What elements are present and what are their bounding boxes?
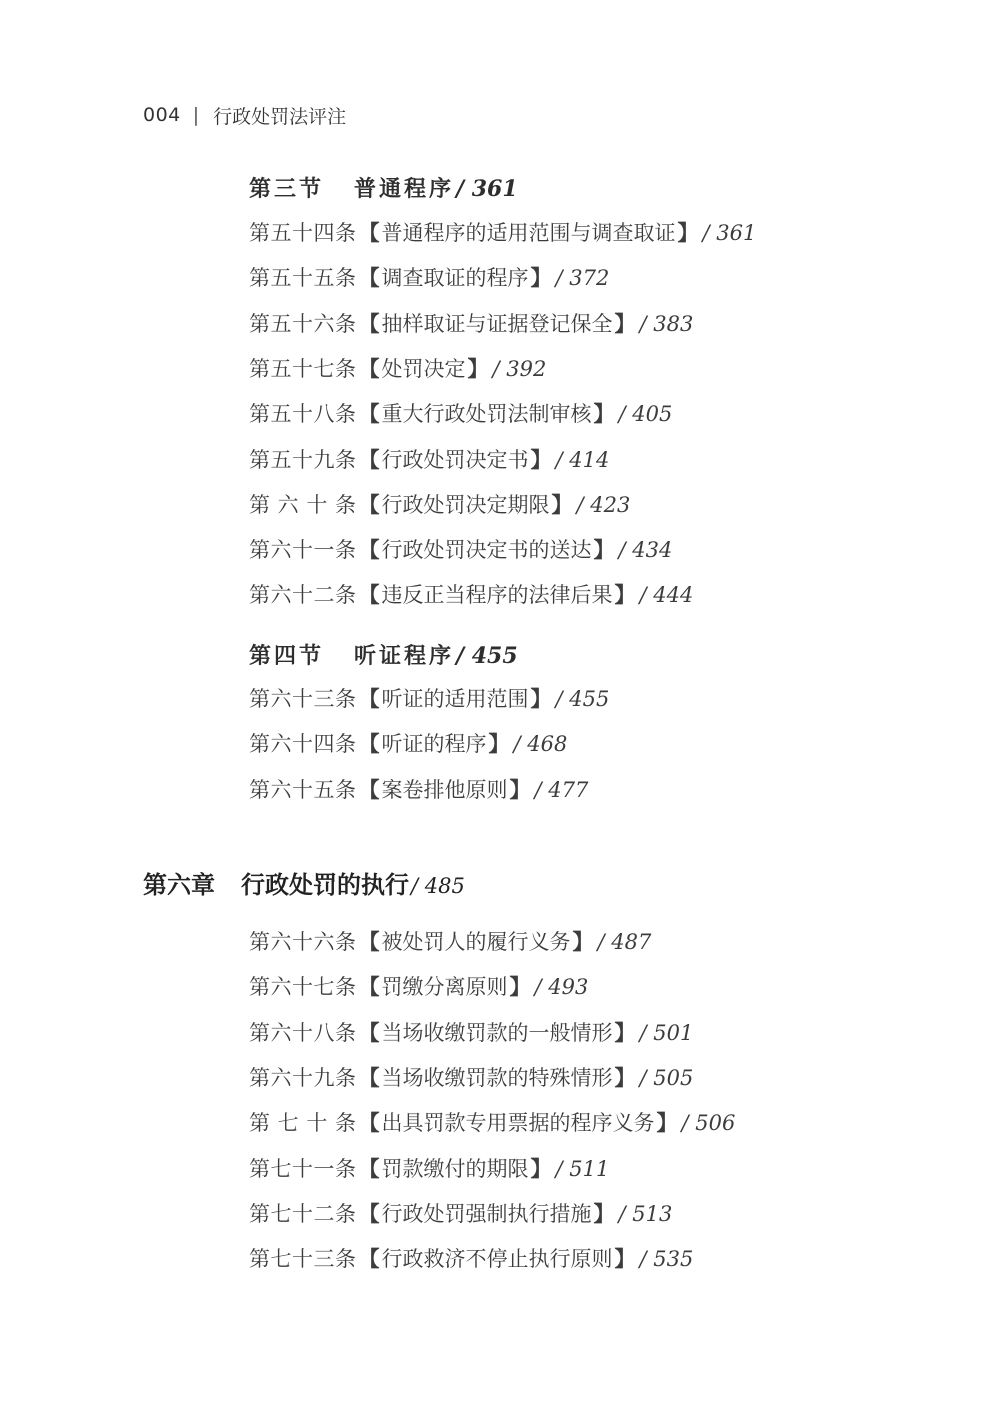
section-page: / 361 bbox=[456, 176, 518, 202]
article-number: 第六十一条 bbox=[249, 538, 357, 563]
toc-entry bbox=[249, 728, 567, 758]
article-number: 第六十五条 bbox=[249, 777, 357, 802]
toc-entry bbox=[249, 262, 609, 292]
toc-entry bbox=[249, 1017, 693, 1047]
toc-entry bbox=[249, 683, 609, 713]
open-bracket: 【 bbox=[358, 355, 380, 381]
article-number: 第 六 十 条 bbox=[249, 492, 357, 517]
open-bracket: 【 bbox=[358, 1200, 380, 1226]
article-title: 行政处罚决定期限 bbox=[381, 492, 550, 517]
article-page: / 414 bbox=[555, 447, 610, 472]
open-bracket: 【 bbox=[358, 401, 380, 427]
article-page: / 511 bbox=[555, 1156, 610, 1181]
chapter-page: / 485 bbox=[411, 874, 465, 898]
toc-entry bbox=[249, 489, 630, 519]
close-bracket: 】 bbox=[593, 1200, 615, 1226]
toc-entry bbox=[249, 971, 588, 1001]
article-number: 第五十七条 bbox=[249, 356, 357, 381]
close-bracket: 】 bbox=[530, 446, 552, 472]
close-bracket: 】 bbox=[614, 310, 636, 336]
page-number: 004 bbox=[143, 104, 181, 126]
toc-entry bbox=[249, 1062, 693, 1092]
open-bracket: 【 bbox=[358, 310, 380, 336]
article-page: / 506 bbox=[681, 1111, 736, 1136]
toc-entry bbox=[249, 444, 609, 474]
toc-entry bbox=[249, 1198, 672, 1228]
close-bracket: 】 bbox=[509, 776, 531, 802]
toc-entry bbox=[249, 398, 672, 428]
article-title: 听证的程序 bbox=[381, 732, 487, 757]
close-bracket: 】 bbox=[509, 974, 531, 1000]
close-bracket: 】 bbox=[656, 1110, 678, 1136]
article-page: / 477 bbox=[534, 777, 589, 802]
article-title: 听证的适用范围 bbox=[381, 687, 529, 711]
article-number: 第 七 十 条 bbox=[249, 1111, 357, 1136]
article-number: 第七十一条 bbox=[249, 1156, 357, 1181]
article-number: 第六十三条 bbox=[249, 687, 357, 711]
close-bracket: 】 bbox=[467, 355, 489, 381]
toc-entry bbox=[249, 353, 546, 383]
book-title: 行政处罚法评注 bbox=[213, 105, 347, 128]
article-number: 第六十六条 bbox=[249, 930, 357, 954]
article-page: / 405 bbox=[618, 402, 673, 427]
close-bracket: 】 bbox=[614, 1019, 636, 1045]
open-bracket: 【 bbox=[358, 686, 380, 711]
close-bracket: 】 bbox=[530, 265, 552, 291]
open-bracket: 【 bbox=[358, 974, 380, 1000]
section-number: 第三节 bbox=[249, 176, 325, 202]
article-number: 第五十五条 bbox=[249, 266, 357, 291]
running-head bbox=[143, 100, 346, 130]
article-page: / 493 bbox=[534, 975, 589, 1000]
chapter-title: 行政处罚的执行 bbox=[241, 870, 409, 899]
close-bracket: 】 bbox=[614, 1064, 636, 1090]
close-bracket: 】 bbox=[593, 537, 615, 563]
article-title: 案卷排他原则 bbox=[381, 777, 508, 802]
article-number: 第六十八条 bbox=[249, 1020, 357, 1045]
open-bracket: 【 bbox=[358, 1064, 380, 1090]
chapter-heading bbox=[143, 865, 465, 900]
running-head-separator: | bbox=[192, 104, 200, 126]
section-number: 第四节 bbox=[249, 643, 325, 669]
article-title: 当场收缴罚款的一般情形 bbox=[381, 1020, 613, 1045]
article-title: 罚款缴付的期限 bbox=[381, 1156, 529, 1181]
close-bracket: 】 bbox=[614, 1246, 636, 1272]
toc-entry bbox=[249, 926, 651, 956]
article-page: / 361 bbox=[702, 221, 757, 245]
section-page: / 455 bbox=[456, 643, 518, 669]
chapter-number: 第六章 bbox=[143, 870, 215, 899]
close-bracket: 】 bbox=[530, 686, 552, 711]
article-title: 行政处罚决定书的送达 bbox=[381, 538, 592, 563]
article-page: / 444 bbox=[639, 583, 694, 608]
toc-entry bbox=[249, 774, 588, 804]
article-title: 行政处罚强制执行措施 bbox=[381, 1201, 592, 1226]
article-number: 第六十七条 bbox=[249, 975, 357, 1000]
open-bracket: 【 bbox=[358, 1246, 380, 1272]
article-title: 处罚决定 bbox=[381, 356, 466, 381]
article-page: / 468 bbox=[513, 732, 568, 757]
article-page: / 372 bbox=[555, 266, 610, 291]
toc-entry bbox=[249, 534, 672, 564]
open-bracket: 【 bbox=[358, 1019, 380, 1045]
article-page: / 505 bbox=[639, 1065, 694, 1090]
open-bracket: 【 bbox=[358, 265, 380, 291]
open-bracket: 【 bbox=[358, 776, 380, 802]
article-page: / 513 bbox=[618, 1201, 673, 1226]
article-title: 出具罚款专用票据的程序义务 bbox=[381, 1111, 655, 1136]
article-title: 抽样取证与证据登记保全 bbox=[381, 311, 613, 336]
close-bracket: 】 bbox=[488, 731, 510, 757]
article-title: 罚缴分离原则 bbox=[381, 975, 508, 1000]
article-page: / 392 bbox=[492, 356, 547, 381]
section-title: 听证程序 bbox=[354, 643, 455, 669]
toc-entry bbox=[249, 1243, 693, 1273]
article-page: / 455 bbox=[555, 687, 610, 711]
open-bracket: 【 bbox=[358, 446, 380, 472]
article-title: 当场收缴罚款的特殊情形 bbox=[381, 1065, 613, 1090]
article-title: 违反正当程序的法律后果 bbox=[381, 583, 613, 608]
open-bracket: 【 bbox=[358, 1110, 380, 1136]
article-number: 第六十四条 bbox=[249, 732, 357, 757]
article-title: 普通程序的适用范围与调查取证 bbox=[381, 221, 676, 245]
close-bracket: 】 bbox=[614, 582, 636, 608]
article-title: 行政处罚决定书 bbox=[381, 447, 529, 472]
toc-entry bbox=[249, 217, 756, 247]
section-title: 普通程序 bbox=[354, 176, 455, 202]
open-bracket: 【 bbox=[358, 491, 380, 517]
open-bracket: 【 bbox=[358, 1155, 380, 1181]
article-page: / 423 bbox=[576, 492, 631, 517]
close-bracket: 】 bbox=[551, 491, 573, 517]
article-number: 第六十二条 bbox=[249, 583, 357, 608]
article-number: 第六十九条 bbox=[249, 1065, 357, 1090]
section-heading bbox=[249, 172, 518, 203]
article-title: 行政救济不停止执行原则 bbox=[381, 1247, 613, 1272]
article-page: / 383 bbox=[639, 311, 694, 336]
toc-entry bbox=[249, 1107, 735, 1137]
close-bracket: 】 bbox=[593, 401, 615, 427]
article-page: / 487 bbox=[597, 930, 652, 954]
article-page: / 535 bbox=[639, 1247, 694, 1272]
toc-entry bbox=[249, 579, 693, 609]
article-number: 第七十三条 bbox=[249, 1247, 357, 1272]
close-bracket: 】 bbox=[530, 1155, 552, 1181]
article-title: 重大行政处罚法制审核 bbox=[381, 402, 592, 427]
section-heading bbox=[249, 639, 518, 670]
open-bracket: 【 bbox=[358, 220, 380, 245]
open-bracket: 【 bbox=[358, 731, 380, 757]
toc-entry bbox=[249, 308, 693, 338]
article-title: 调查取证的程序 bbox=[381, 266, 529, 291]
article-number: 第五十六条 bbox=[249, 311, 357, 336]
article-title: 被处罚人的履行义务 bbox=[381, 930, 571, 954]
article-page: / 501 bbox=[639, 1020, 694, 1045]
article-number: 第五十九条 bbox=[249, 447, 357, 472]
close-bracket: 】 bbox=[572, 929, 594, 954]
article-page: / 434 bbox=[618, 538, 673, 563]
article-number: 第五十八条 bbox=[249, 402, 357, 427]
open-bracket: 【 bbox=[358, 582, 380, 608]
open-bracket: 【 bbox=[358, 537, 380, 563]
article-number: 第七十二条 bbox=[249, 1201, 357, 1226]
open-bracket: 【 bbox=[358, 929, 380, 954]
article-number: 第五十四条 bbox=[249, 221, 357, 245]
toc-entry bbox=[249, 1153, 609, 1183]
close-bracket: 】 bbox=[677, 220, 699, 245]
